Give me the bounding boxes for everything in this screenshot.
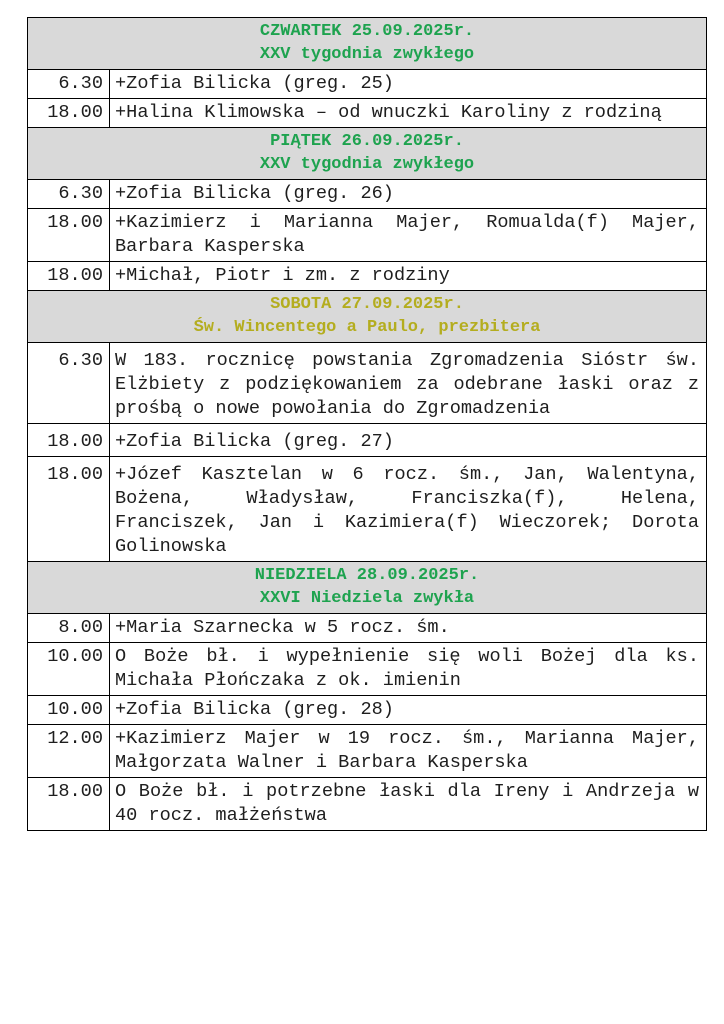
mass-intention: +Kazimierz Majer w 19 rocz. śm., Marianna Majer, Małgorzata Walner i Barbara Kasperska bbox=[110, 725, 707, 778]
day-subtitle: XXV tygodnia zwykłego bbox=[259, 155, 475, 174]
mass-intention: O Boże bł. i potrzebne łaski dla Ireny i Andrzeja w 40 rocz. małżeństwa bbox=[110, 778, 707, 831]
mass-intentions-table bbox=[27, 17, 707, 831]
mass-row bbox=[28, 643, 707, 696]
mass-time: 18.00 bbox=[28, 262, 110, 291]
day-subtitle: XXVI Niedziela zwykła bbox=[259, 589, 475, 608]
mass-time: 6.30 bbox=[28, 343, 110, 424]
mass-time: 6.30 bbox=[28, 70, 110, 99]
day-header bbox=[28, 18, 707, 70]
day-header-cell bbox=[28, 128, 707, 180]
mass-intention: +Zofia Bilicka (greg. 25) bbox=[110, 70, 707, 99]
mass-time: 18.00 bbox=[28, 424, 110, 457]
mass-time: 18.00 bbox=[28, 778, 110, 831]
day-header bbox=[28, 291, 707, 343]
day-title: PIĄTEK 26.09.2025r. bbox=[270, 132, 464, 151]
mass-row bbox=[28, 457, 707, 562]
mass-row bbox=[28, 424, 707, 457]
day-header-cell bbox=[28, 18, 707, 70]
day-subtitle: XXV tygodnia zwykłego bbox=[259, 45, 475, 64]
mass-intention: +Zofia Bilicka (greg. 26) bbox=[110, 180, 707, 209]
day-title: NIEDZIELA 28.09.2025r. bbox=[254, 566, 480, 585]
mass-row bbox=[28, 262, 707, 291]
mass-time: 10.00 bbox=[28, 643, 110, 696]
mass-intention: +Zofia Bilicka (greg. 28) bbox=[110, 696, 707, 725]
mass-row bbox=[28, 696, 707, 725]
mass-intention: +Michał, Piotr i zm. z rodziny bbox=[110, 262, 707, 291]
mass-time: 6.30 bbox=[28, 180, 110, 209]
mass-row bbox=[28, 99, 707, 128]
mass-row bbox=[28, 343, 707, 424]
mass-intention: O Boże bł. i wypełnienie się woli Bożej dla ks. Michała Płończaka z ok. imienin bbox=[110, 643, 707, 696]
day-title: SOBOTA 27.09.2025r. bbox=[270, 295, 464, 314]
mass-row bbox=[28, 180, 707, 209]
day-header bbox=[28, 562, 707, 614]
day-header bbox=[28, 128, 707, 180]
mass-intention: +Halina Klimowska – od wnuczki Karoliny z rodziną bbox=[110, 99, 707, 128]
mass-time: 8.00 bbox=[28, 614, 110, 643]
day-header-cell bbox=[28, 562, 707, 614]
mass-row bbox=[28, 725, 707, 778]
mass-time: 18.00 bbox=[28, 99, 110, 128]
day-title: CZWARTEK 25.09.2025r. bbox=[259, 22, 475, 41]
mass-time: 18.00 bbox=[28, 457, 110, 562]
mass-time: 10.00 bbox=[28, 696, 110, 725]
mass-intention: +Kazimierz i Marianna Majer, Romualda(f) Majer, Barbara Kasperska bbox=[110, 209, 707, 262]
mass-time: 12.00 bbox=[28, 725, 110, 778]
mass-row bbox=[28, 778, 707, 831]
mass-intention: +Józef Kasztelan w 6 rocz. śm., Jan, Walentyna, Bożena, Władysław, Franciszka(f), Helena, Franciszek, Jan i Kazimiera(f) Wieczorek; Dorota Golinowska bbox=[110, 457, 707, 562]
day-subtitle: Św. Wincentego a Paulo, prezbitera bbox=[193, 318, 541, 337]
mass-intention: W 183. rocznicę powstania Zgromadzenia Sióstr św. Elżbiety z podziękowaniem za odebrane łaski oraz z prośbą o nowe powołania do Zgromadzenia bbox=[110, 343, 707, 424]
mass-row bbox=[28, 70, 707, 99]
mass-intention: +Maria Szarnecka w 5 rocz. śm. bbox=[110, 614, 707, 643]
mass-row bbox=[28, 614, 707, 643]
mass-intention: +Zofia Bilicka (greg. 27) bbox=[110, 424, 707, 457]
mass-row bbox=[28, 209, 707, 262]
day-header-cell bbox=[28, 291, 707, 343]
mass-time: 18.00 bbox=[28, 209, 110, 262]
